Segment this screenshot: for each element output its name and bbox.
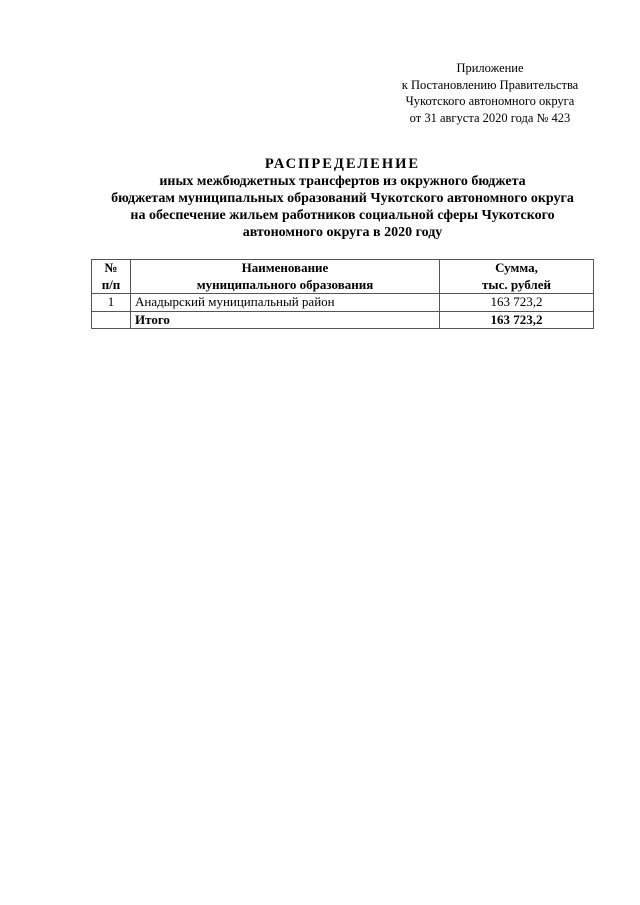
cell-name: Анадырский муниципальный район	[131, 294, 440, 312]
appendix-line: к Постановлению Правительства	[401, 77, 579, 92]
appendix-line: Приложение	[456, 61, 524, 75]
appendix-line: Чукотского автономного округа	[405, 94, 575, 108]
cell-num: 1	[92, 294, 131, 312]
cell-total-label: Итого	[131, 311, 440, 329]
title-line: автономного округа в 2020 году	[242, 225, 443, 240]
appendix-line: от 31 августа 2020 года № 423	[409, 110, 571, 125]
document-title	[60, 156, 625, 241]
header-num: № п/п	[92, 260, 131, 294]
title-line: бюджетам муниципальных образований Чукотского автономного округа	[111, 191, 574, 206]
title-line: иных межбюджетных трансфертов из окружного бюджета	[159, 174, 526, 189]
cell-num	[92, 311, 131, 329]
cell-sum: 163 723,2	[440, 294, 594, 312]
distribution-table	[91, 259, 594, 329]
table-header-row	[92, 260, 594, 294]
header-sum: Сумма, тыс. рублей	[440, 260, 594, 294]
cell-total-sum: 163 723,2	[440, 311, 594, 329]
table-total-row	[92, 311, 594, 329]
title-line: на обеспечение жильем работников социальной сферы Чукотского	[130, 208, 555, 223]
title-main: РАСПРЕДЕЛЕНИЕ	[264, 156, 421, 172]
table-row	[92, 294, 594, 312]
appendix-header	[380, 60, 600, 126]
header-name: Наименование муниципального образования	[131, 260, 440, 294]
